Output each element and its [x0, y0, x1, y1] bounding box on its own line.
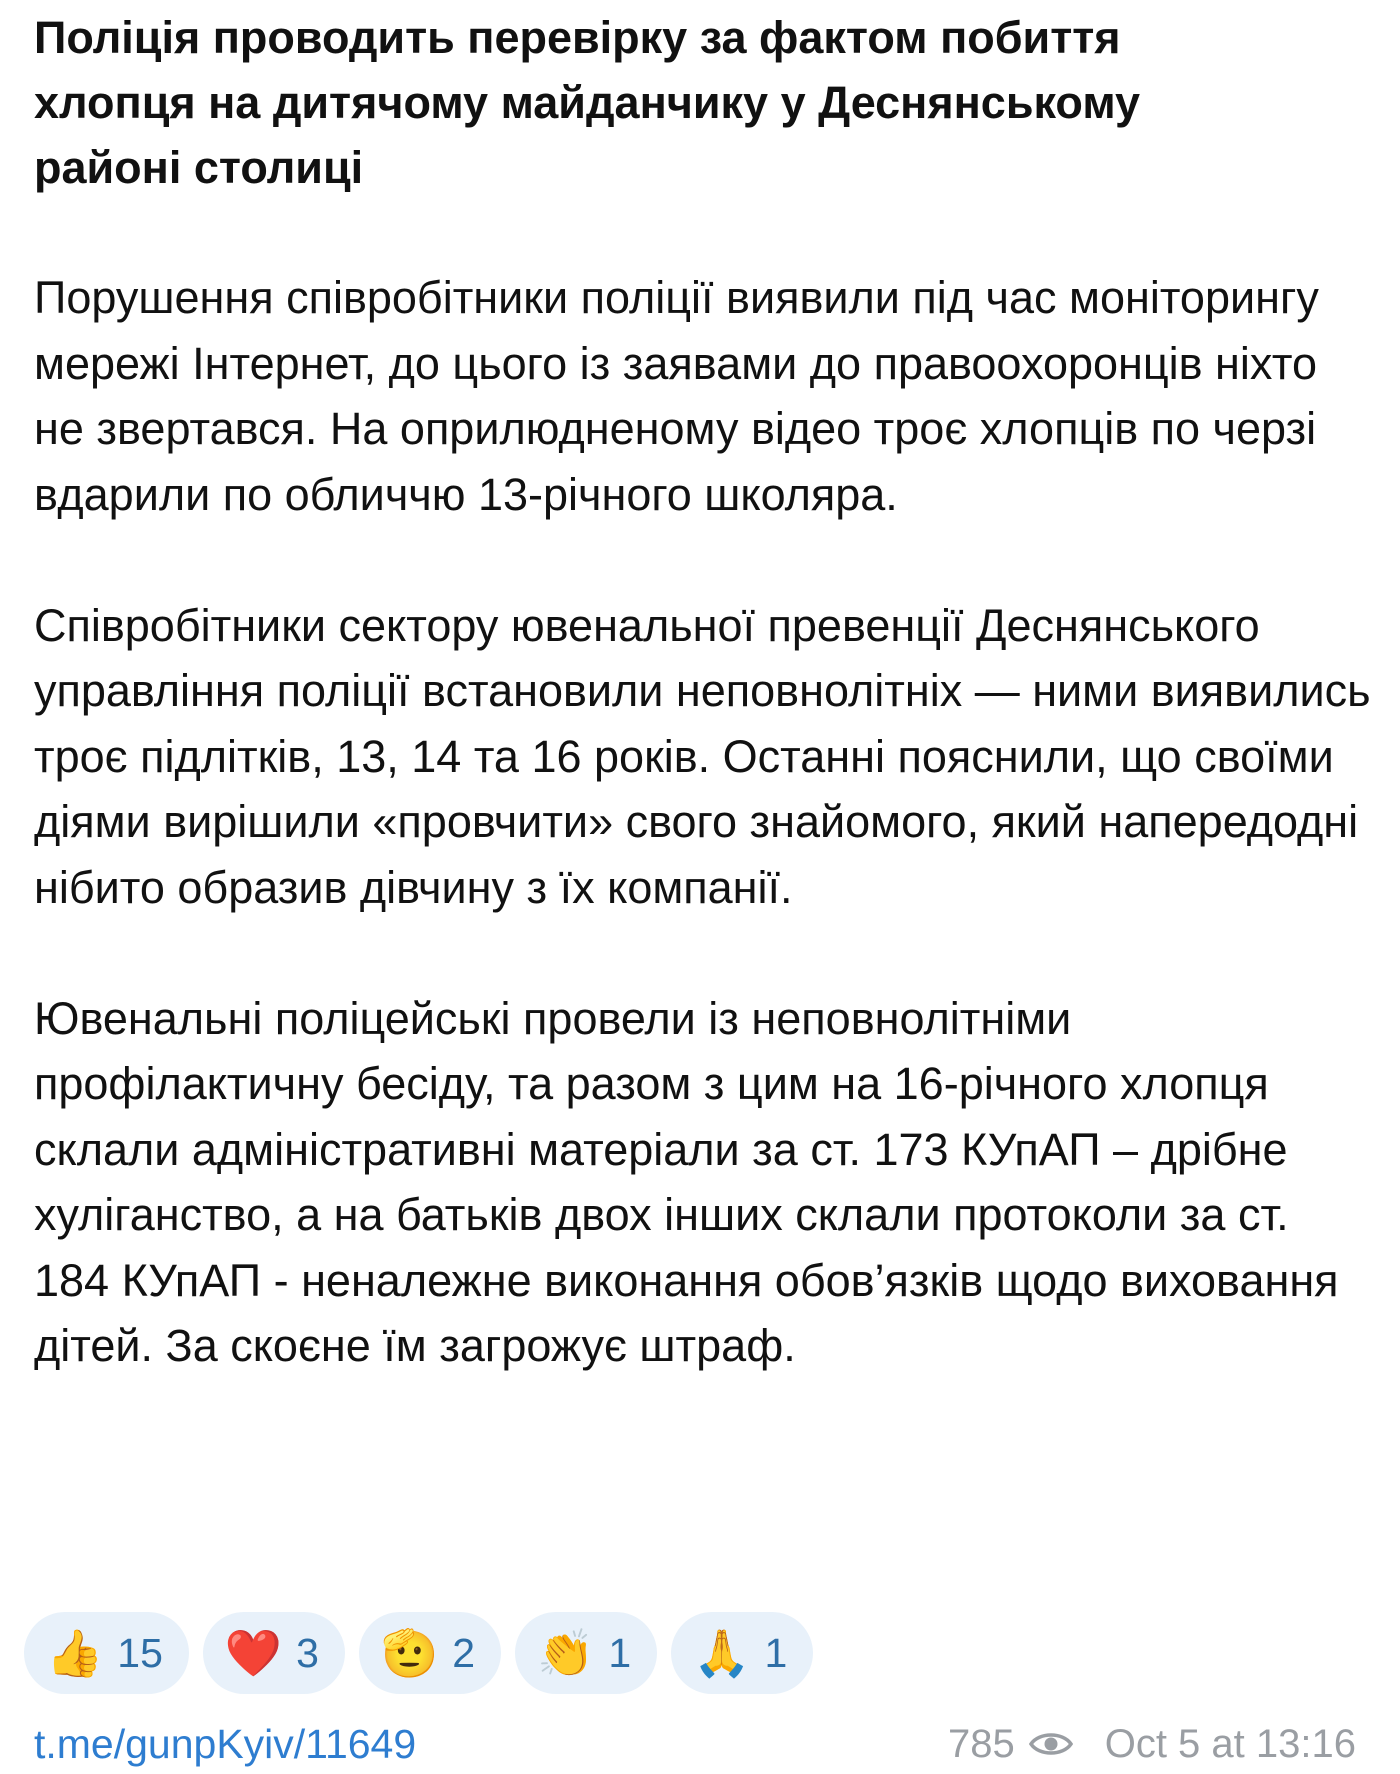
post-meta	[948, 1722, 1356, 1767]
eye-icon	[1029, 1729, 1073, 1759]
reaction-count: 15	[117, 1629, 163, 1676]
salute-icon: 🫡	[380, 1626, 439, 1680]
reaction-count: 2	[452, 1629, 476, 1676]
reaction-heart[interactable]	[203, 1612, 345, 1694]
post-paragraph: Співробітники сектору ювенальної превенції Деснянського управління поліції встановили неповнолітніх — ними виявились троє підлітків, 13, 14 та 16 років. Останні пояснили, що своїми діями вирішили «провчити» свого знайомого, який напередодні нібито образив дівчину з їх компанії.	[34, 599, 1371, 913]
reaction-salute[interactable]	[359, 1612, 501, 1694]
post-body	[34, 265, 1374, 1379]
spacer	[34, 200, 1374, 265]
timestamp: Oct 5 at 13:16	[1104, 1721, 1356, 1766]
reaction-count: 1	[764, 1629, 788, 1676]
reaction-count: 1	[608, 1629, 632, 1676]
reaction-count: 3	[296, 1629, 319, 1676]
post-title: Поліція проводить перевірку за фактом побиття хлопця на дитячому майданчику у Деснянському районі столиці	[34, 12, 1141, 193]
thumbs-up-icon: 👍	[46, 1626, 104, 1680]
reactions-bar	[24, 1612, 813, 1694]
folded-hands-icon: 🙏	[693, 1626, 751, 1680]
post-paragraph: Ювенальні поліцейські провели із неповнолітніми профілактичну бесіду, та разом з цим на 16-річного хлопця склали адміністративні матеріали за ст. 173 КУпАП – дрібне хуліганство, а на батьків двох інших склали протоколи за ст. 184 КУпАП - неналежне виконання обов’язків щодо виховання дітей. За скоєне їм загрожує штраф.	[34, 992, 1339, 1371]
post-footer	[34, 1716, 1356, 1772]
reaction-thumbs-up[interactable]	[24, 1612, 189, 1694]
view-count: 785	[947, 1721, 1015, 1766]
message-post	[34, 0, 1374, 1379]
post-link[interactable]: t.me/gunpKyiv/11649	[34, 1720, 417, 1767]
clapping-hands-icon: 👏	[537, 1626, 595, 1680]
reaction-folded-hands[interactable]	[671, 1612, 813, 1694]
post-paragraph: Порушення співробітники поліції виявили під час моніторингу мережі Інтернет, до цього із заявами до правоохоронців ніхто не звертався. На оприлюдненому відео троє хлопців по черзі вдарили по обличчю 13-річного школяра.	[34, 272, 1319, 520]
heart-icon: ❤️	[224, 1626, 283, 1680]
reaction-clapping-hands[interactable]	[515, 1612, 657, 1694]
